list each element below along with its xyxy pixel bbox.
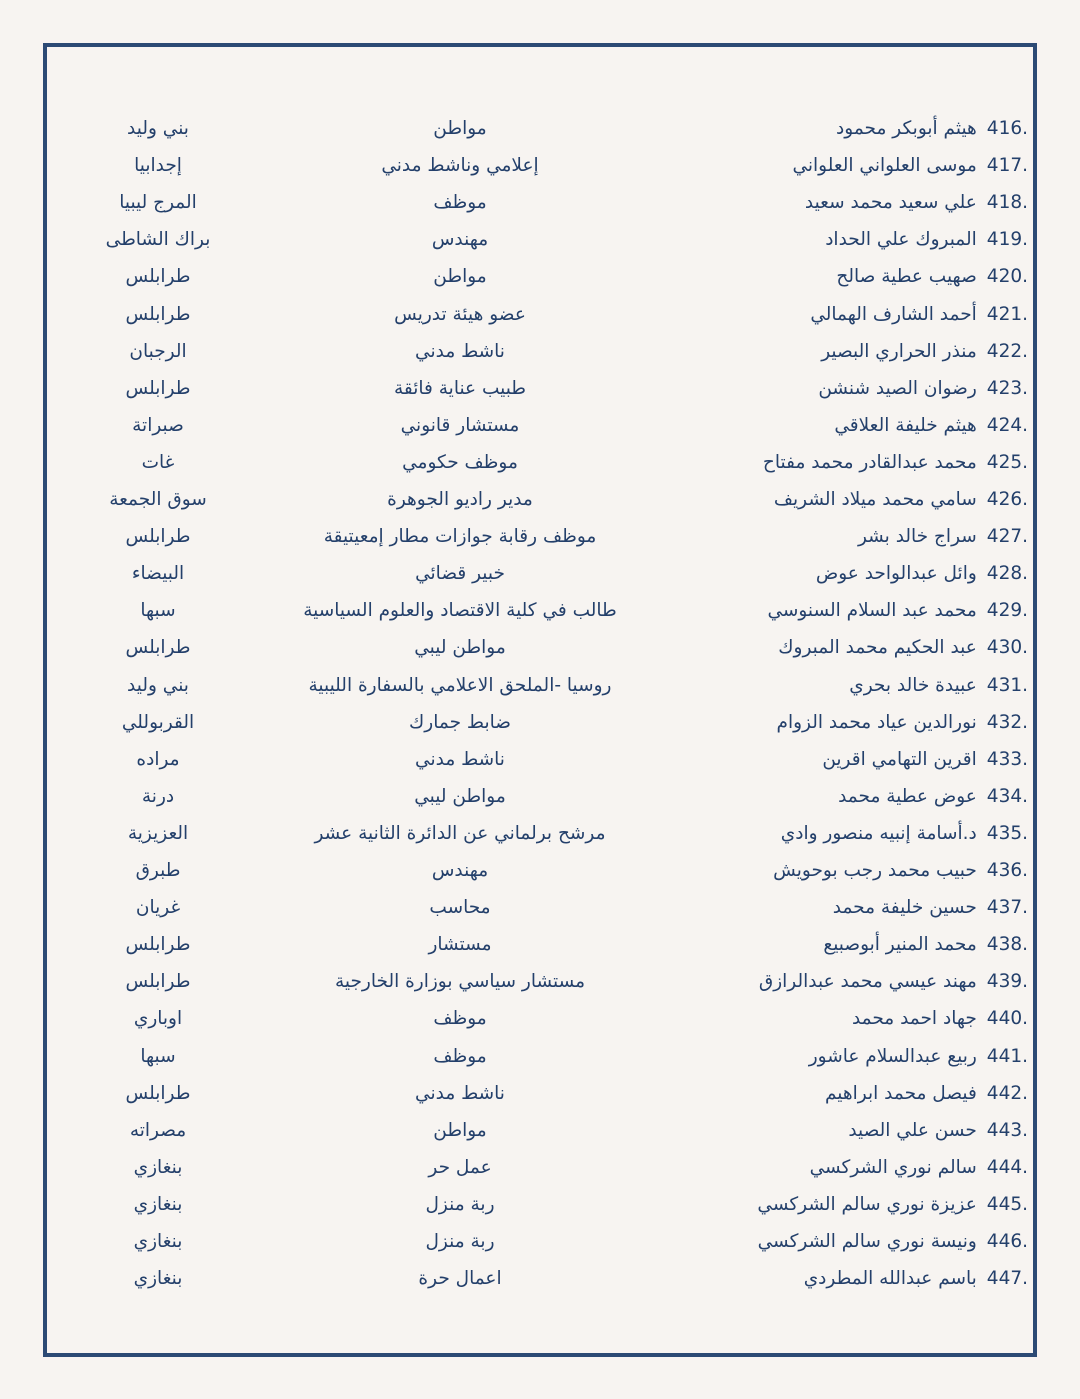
list-item <box>0 1186 1080 1223</box>
row-number: 446. <box>986 1231 1028 1252</box>
signatory-name: اقرين التهامي اقرين <box>822 748 977 770</box>
signatory-city: طرابلس <box>125 637 191 659</box>
signatory-city: درنة <box>141 785 175 807</box>
signatory-name: حبيب محمد رجب بوحويش <box>773 860 977 881</box>
row-number: 441. <box>986 1045 1028 1067</box>
list-item <box>0 815 1080 852</box>
row-number: 433. <box>986 748 1028 770</box>
signatory-city: غريان <box>135 897 181 919</box>
signatory-name-cell <box>825 1075 1028 1112</box>
signatory-name-cell <box>825 221 1028 258</box>
list-item <box>0 1149 1080 1186</box>
signatory-name-cell <box>821 333 1028 370</box>
list-item <box>0 555 1080 592</box>
list-item <box>0 889 1080 926</box>
row-number: 440. <box>986 1008 1028 1030</box>
signatory-occupation: مستشار سياسي بوزارة الخارجية <box>335 971 585 993</box>
signatory-name: رضوان الصيد شنشن <box>818 377 977 399</box>
signatory-occupation: مواطن ليبي <box>414 785 506 807</box>
signatory-city: بنغازي <box>133 1156 183 1178</box>
signatory-name: حسين خليفة محمد <box>832 897 977 919</box>
signatory-occupation: ربة منزل <box>425 1231 495 1252</box>
signatory-city: سبها <box>140 600 176 622</box>
signatory-name-cell <box>792 147 1028 184</box>
signatory-occupation: موظف رقابة جوازات مطار إمعيتيقة <box>323 526 597 548</box>
list-item <box>0 110 1080 147</box>
row-number: 424. <box>986 414 1028 436</box>
signatory-name-cell <box>759 963 1028 1000</box>
row-number: 420. <box>986 266 1028 288</box>
signatory-occupation: مدير راديو الجوهرة <box>387 489 533 510</box>
list-item <box>0 258 1080 295</box>
signatory-name-cell <box>777 704 1028 741</box>
signatory-occupation: موظف <box>433 1045 487 1067</box>
list-item <box>0 963 1080 1000</box>
row-number: 434. <box>986 785 1028 807</box>
signatory-name-cell <box>849 667 1028 704</box>
signatory-name-cell <box>810 1149 1028 1186</box>
signatory-city: العزيزية <box>127 822 189 844</box>
signatory-city: طرابلس <box>125 934 191 956</box>
signatory-name: عزيزة نوري سالم الشركسي <box>757 1193 977 1215</box>
signatory-name: سراج خالد بشر <box>857 526 977 548</box>
signatory-city: المرج ليبيا <box>119 192 197 214</box>
signatory-city: طرابلس <box>125 303 191 325</box>
signatory-name-cell <box>774 481 1028 518</box>
signatory-occupation: ناشط مدني <box>415 748 505 770</box>
signatory-occupation: روسيا -الملحق الاعلامي بالسفارة الليبية <box>308 674 612 696</box>
signatory-name-cell <box>805 184 1028 221</box>
row-number: 447. <box>986 1268 1028 1290</box>
signatory-occupation: خبير قضائي <box>415 563 505 585</box>
row-number: 419. <box>986 229 1028 251</box>
list-item <box>0 667 1080 704</box>
row-number: 444. <box>986 1156 1028 1178</box>
list-item <box>0 370 1080 407</box>
row-number: 438. <box>986 934 1028 956</box>
signatory-city: صبراتة <box>132 414 184 436</box>
signatory-name-cell <box>781 815 1028 852</box>
signatory-name-cell <box>757 1186 1028 1223</box>
signatory-name: المبروك علي الحداد <box>825 229 977 251</box>
signatory-name-cell <box>822 741 1028 778</box>
row-number: 422. <box>986 340 1028 362</box>
signatory-name: علي سعيد محمد سعيد <box>804 192 977 214</box>
list-item <box>0 518 1080 555</box>
row-number: 435. <box>986 822 1028 844</box>
signatory-name: صهيب عطية صالح <box>836 266 977 288</box>
list-item <box>0 1260 1080 1297</box>
list-item <box>0 444 1080 481</box>
signatory-name: فيصل محمد ابراهيم <box>825 1082 977 1104</box>
signatory-name: مهند عيسي محمد عبدالرازق <box>758 971 977 993</box>
signatory-name: عوض عطية محمد <box>838 785 977 807</box>
row-number: 439. <box>986 971 1028 993</box>
list-item <box>0 1223 1080 1260</box>
list-item <box>0 1075 1080 1112</box>
signatory-name-cell <box>758 1223 1028 1260</box>
list-item <box>0 184 1080 221</box>
row-number: 431. <box>986 674 1028 696</box>
signatory-name: أحمد الشارف الهمالي <box>810 303 977 325</box>
signatory-city: بني وليد <box>127 674 189 696</box>
signatory-occupation: موظف حكومي <box>402 451 518 473</box>
list-item <box>0 1112 1080 1149</box>
signatory-name-cell <box>836 110 1028 147</box>
signatory-occupation: مواطن ليبي <box>414 637 506 659</box>
signatory-city: طبرق <box>135 860 181 881</box>
signatory-occupation: عمل حر <box>428 1156 492 1178</box>
signatory-city: طرابلس <box>125 526 191 548</box>
signatory-name-cell <box>773 852 1028 889</box>
signatory-name-cell <box>836 258 1028 295</box>
signatory-name: سالم نوري الشركسي <box>809 1156 977 1178</box>
signatory-occupation: مهندس <box>431 860 489 881</box>
list-item <box>0 629 1080 666</box>
signatory-occupation: طبيب عناية فائقة <box>393 377 527 399</box>
signatory-name-cell <box>852 1000 1028 1037</box>
signatory-occupation: مرشح برلماني عن الدائرة الثانية عشر <box>314 822 606 844</box>
signatory-city: اوباري <box>133 1008 183 1030</box>
signatory-name: محمد عبد السلام السنوسي <box>767 600 977 622</box>
signatory-occupation: اعمال حرة <box>418 1268 502 1290</box>
list-item <box>0 741 1080 778</box>
signatory-name-cell <box>778 629 1028 666</box>
signatory-occupation: ربة منزل <box>425 1193 495 1215</box>
list-item <box>0 407 1080 444</box>
signatory-city: طرابلس <box>125 1082 191 1104</box>
list-item <box>0 1000 1080 1037</box>
signatory-occupation: إعلامي وناشط مدني <box>381 155 539 177</box>
row-number: 429. <box>986 600 1028 622</box>
list-item <box>0 592 1080 629</box>
signatory-name: ربيع عبدالسلام عاشور <box>808 1045 977 1067</box>
signatory-name: حسن علي الصيد <box>848 1119 977 1141</box>
signatory-city: مراده <box>136 748 180 770</box>
row-number: 437. <box>986 897 1028 919</box>
signatory-occupation: محاسب <box>429 897 491 919</box>
signatory-occupation: موظف <box>433 1008 487 1030</box>
row-number: 425. <box>986 451 1028 473</box>
signatory-name: د.أسامة إنبيه منصور وادي <box>780 822 977 844</box>
row-number: 442. <box>986 1082 1028 1104</box>
row-number: 427. <box>986 526 1028 548</box>
list-item <box>0 296 1080 333</box>
signatory-name: هيثم أبوبكر محمود <box>836 118 977 139</box>
signatory-city: غات <box>141 451 175 473</box>
signatory-name: هيثم خليفة العلاقي <box>834 414 977 436</box>
signatory-name-cell <box>804 1260 1028 1297</box>
signatory-city: القربوللي <box>121 711 195 733</box>
signatory-name: محمد المنير أبوصبيع <box>823 934 977 956</box>
signatory-name-cell <box>767 592 1028 629</box>
list-item <box>0 778 1080 815</box>
signatory-name: باسم عبدالله المطردي <box>803 1268 977 1290</box>
list-item <box>0 1038 1080 1075</box>
signatory-occupation: مواطن <box>433 118 487 139</box>
signatory-occupation: ضابط جمارك <box>409 711 511 733</box>
list-item <box>0 926 1080 963</box>
signatory-city: بنغازي <box>133 1193 183 1215</box>
signatory-name: محمد عبدالقادر محمد مفتاح <box>762 451 977 473</box>
row-number: 421. <box>986 303 1028 325</box>
signatory-occupation: موظف <box>433 192 487 214</box>
signatory-name: سامي محمد ميلاد الشريف <box>773 489 977 510</box>
signatory-occupation: مستشار قانوني <box>400 414 520 436</box>
signatory-name-cell <box>818 370 1028 407</box>
signatory-name: نورالدين عياد محمد الزوام <box>776 711 977 733</box>
signatory-city: مصراته <box>129 1119 187 1141</box>
signatory-occupation: مهندس <box>431 229 489 251</box>
signatory-city: سبها <box>140 1045 176 1067</box>
signatory-name-cell <box>858 518 1028 555</box>
signatory-occupation: مواطن <box>433 266 487 288</box>
signatory-city: بنغازي <box>133 1268 183 1290</box>
signatory-name: جهاد احمد محمد <box>851 1008 977 1030</box>
signatory-name: وائل عبدالواحد عوض <box>815 563 977 585</box>
list-item <box>0 221 1080 258</box>
row-number: 423. <box>986 377 1028 399</box>
row-number: 418. <box>986 192 1028 214</box>
signatory-city: سوق الجمعة <box>109 489 207 510</box>
signatory-city: طرابلس <box>125 377 191 399</box>
signatory-city: إجدابيا <box>134 155 182 177</box>
row-number: 417. <box>986 155 1028 177</box>
list-item <box>0 704 1080 741</box>
signatory-name-cell <box>834 407 1028 444</box>
signatory-occupation: مستشار <box>428 934 492 956</box>
signatory-name: منذر الحراري البصير <box>821 340 977 362</box>
list-item <box>0 333 1080 370</box>
signatory-name-cell <box>809 1038 1028 1075</box>
row-number: 426. <box>986 489 1028 510</box>
signatory-name: عبيدة خالد بحري <box>849 674 977 696</box>
row-number: 432. <box>986 711 1028 733</box>
signatory-name-cell <box>763 444 1028 481</box>
signatory-occupation: مواطن <box>433 1119 487 1141</box>
signatory-city: طرابلس <box>125 971 191 993</box>
row-number: 430. <box>986 637 1028 659</box>
signatory-name-cell <box>816 555 1028 592</box>
signatory-name-cell <box>823 926 1028 963</box>
row-number: 445. <box>986 1193 1028 1215</box>
signatory-name-cell <box>810 296 1028 333</box>
signatory-city: الرجبان <box>129 340 187 362</box>
signatory-name: موسى العلواني العلواني <box>792 155 977 177</box>
signatory-city: بني وليد <box>127 118 189 139</box>
signatory-occupation: ناشط مدني <box>415 1082 505 1104</box>
signatory-name-cell <box>833 889 1028 926</box>
signatory-city: البيضاء <box>131 563 185 585</box>
signatory-occupation: ناشط مدني <box>415 340 505 362</box>
signatory-name: عبد الحكيم محمد المبروك <box>778 637 977 659</box>
signatory-occupation: عضو هيئة تدريس <box>394 303 526 325</box>
row-number: 428. <box>986 563 1028 585</box>
list-item <box>0 481 1080 518</box>
list-item <box>0 852 1080 889</box>
list-item <box>0 147 1080 184</box>
signatory-city: بنغازي <box>133 1231 183 1252</box>
signatory-city: براك الشاطى <box>105 229 211 251</box>
row-number: 436. <box>986 860 1028 881</box>
signatory-city: طرابلس <box>125 266 191 288</box>
signatory-occupation: طالب في كلية الاقتصاد والعلوم السياسية <box>303 600 617 622</box>
row-number: 443. <box>986 1119 1028 1141</box>
signatory-name: ونيسة نوري سالم الشركسي <box>757 1231 977 1252</box>
signatory-name-cell <box>838 778 1028 815</box>
row-number: 416. <box>986 118 1028 139</box>
signatory-name-cell <box>848 1112 1028 1149</box>
